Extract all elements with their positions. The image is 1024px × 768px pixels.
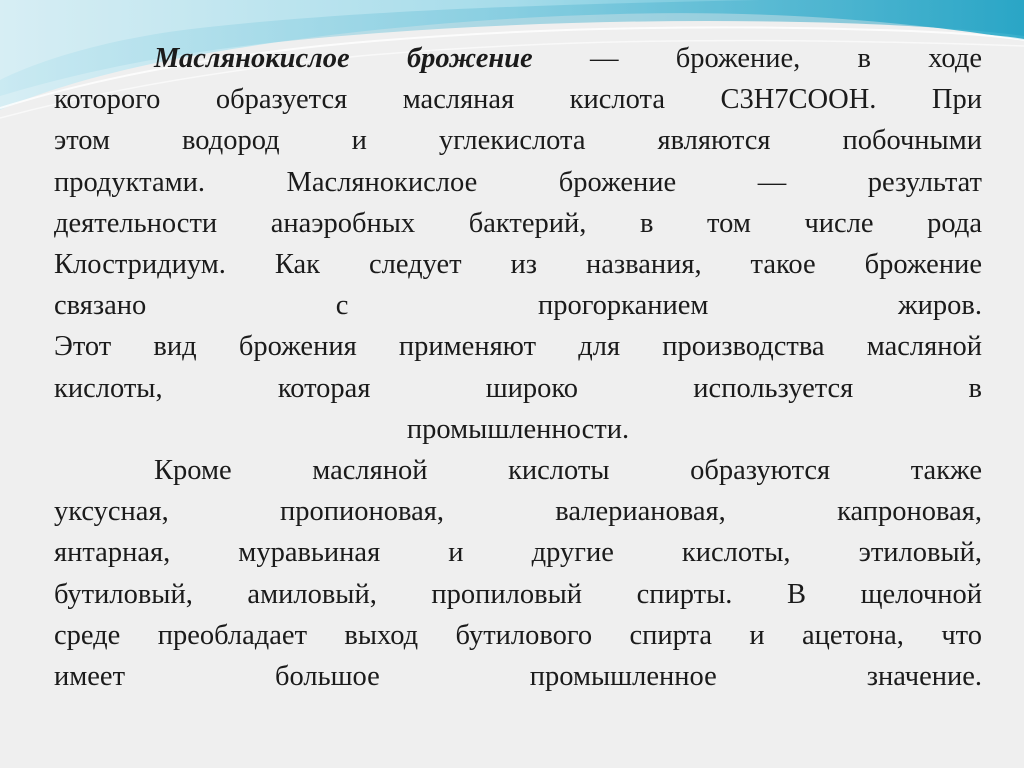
text-line: этом водород и углекислота являются побочными xyxy=(54,125,982,157)
text-line: янтарная, муравьиная и другие кислоты, этиловый, xyxy=(54,537,982,569)
text-line: уксусная, пропионовая, валериановая, капроновая, xyxy=(54,496,982,528)
text-line: продуктами. Маслянокислое брожение — результат xyxy=(54,166,982,198)
text-line: Маслянокислое брожение — брожение, в ходе xyxy=(154,43,982,74)
text-line: деятельности анаэробных бактерий, в том числе рода xyxy=(54,207,982,239)
text-line: Кроме масляной кислоты образуются также xyxy=(154,455,982,487)
text-line: промышленности. xyxy=(406,413,630,445)
term-heading: Маслянокислое брожение xyxy=(154,43,533,74)
text-line: бутиловый, амиловый, пропиловый спирты. В щелочной xyxy=(54,578,982,610)
text-line: Этот вид брожения применяют для производства масляной xyxy=(54,331,982,363)
text-line: кислоты, которая широко используется в xyxy=(54,372,982,404)
slide-body-text xyxy=(54,38,982,697)
text-line: связано с прогорканием жиров. xyxy=(54,290,982,322)
text-line: имеет большое промышленное значение. xyxy=(54,661,982,693)
text-line: среде преобладает выход бутилового спирта и ацетона, что xyxy=(54,619,982,651)
text-line: которого образуется масляная кислота C3H7COOH. При xyxy=(54,84,982,116)
text-line: Клостридиум. Как следует из названия, такое брожение xyxy=(54,249,982,281)
